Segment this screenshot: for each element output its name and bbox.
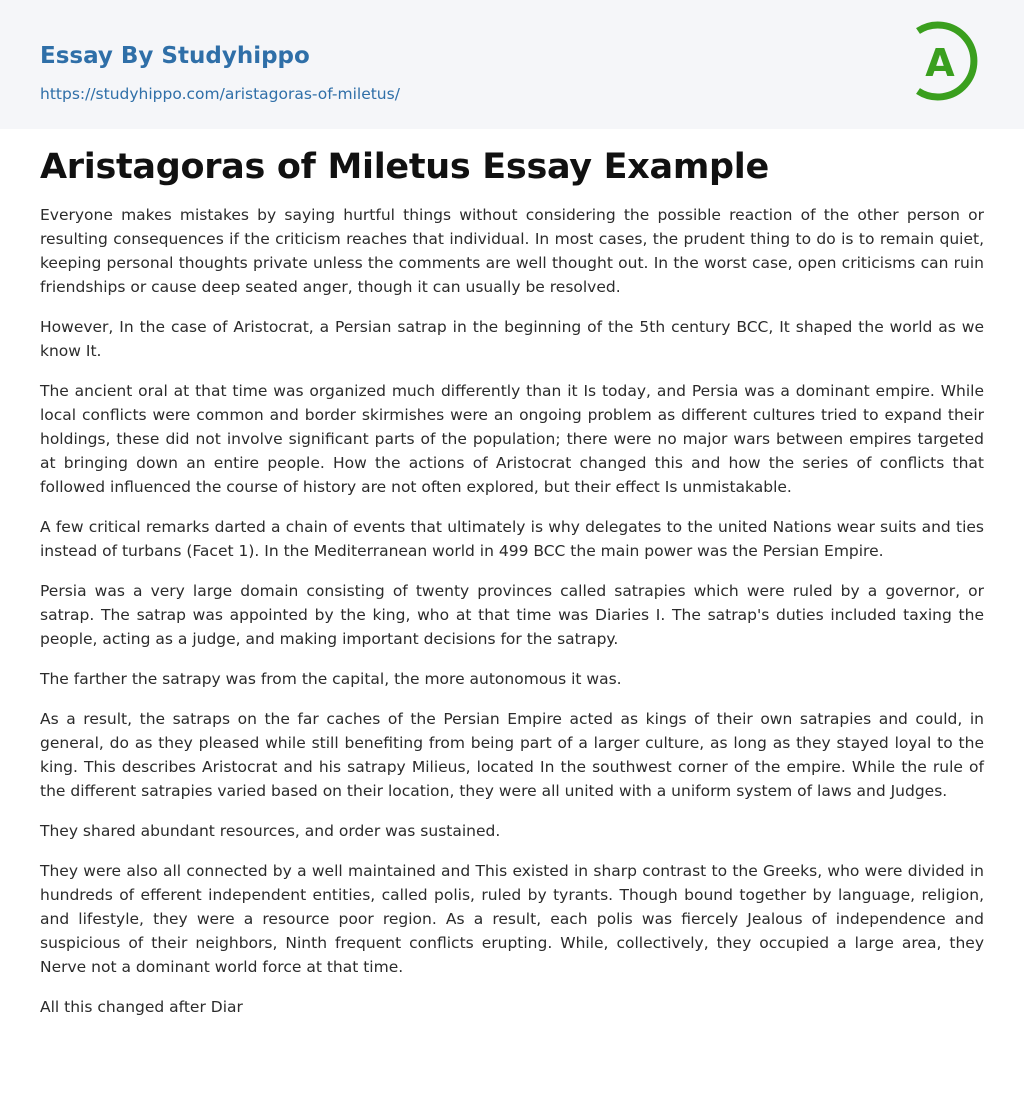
paragraph: They shared abundant resources, and order was sustained. bbox=[40, 822, 501, 840]
paragraph: The ancient oral at that time was organized much differently than it Is today, and Persia was a dominant empire. While local conflicts were common and border skirmishes were an ongoing problem as different cultures tried to expand their holdings, these did not involve significant parts of the population; there were no major wars between empires targeted at bringing down an entire people. How the actions of Aristocrat changed this and how the series of conflicts that followed influenced the course of history are not often explored, but their effect Is unmistakable. bbox=[40, 382, 984, 496]
site-header bbox=[0, 0, 1024, 129]
paragraph: A few critical remarks darted a chain of events that ultimately is why delegates to the united Nations wear suits and ties instead of turbans (Facet 1). In the Mediterranean world in 499 BCC the main power was the Persian Empire. bbox=[40, 518, 984, 560]
source-url-link[interactable]: https://studyhippo.com/aristagoras-of-miletus/ bbox=[40, 85, 400, 103]
paragraph: The farther the satrapy was from the capital, the more autonomous it was. bbox=[40, 670, 622, 688]
article bbox=[40, 141, 984, 1035]
brand-title[interactable]: Essay By Studyhippo bbox=[40, 43, 310, 69]
paragraph: All this changed after Diar bbox=[40, 998, 243, 1016]
logo-letter: A bbox=[925, 41, 955, 85]
article-body bbox=[40, 203, 984, 1019]
paragraph: However, In the case of Aristocrat, a Persian satrap in the beginning of the 5th century BCC, It shaped the world as we know It. bbox=[40, 318, 984, 360]
studyhippo-logo[interactable] bbox=[912, 19, 986, 105]
paragraph: As a result, the satraps on the far caches of the Persian Empire acted as kings of their own satrapies and could, in general, do as they pleased while still benefiting from being part of a larger culture, as long as they stayed loyal to the king. This describes Aristocrat and his satrapy Milieus, located In the southwest corner of the empire. While the rule of the different satrapies varied based on their location, they were all united with a uniform system of laws and Judges. bbox=[40, 710, 984, 800]
logo-icon bbox=[912, 19, 986, 105]
paragraph: Persia was a very large domain consisting of twenty provinces called satrapies which were ruled by a governor, or satrap. The satrap was appointed by the king, who at that time was Diaries I. The satrap's duties included taxing the people, acting as a judge, and making important decisions for the satrapy. bbox=[40, 582, 984, 648]
article-title: Aristagoras of Miletus Essay Example bbox=[40, 147, 769, 187]
paragraph: Everyone makes mistakes by saying hurtful things without considering the possible reaction of the other person or resulting consequences if the criticism reaches that individual. In most cases, the prudent thing to do is to remain quiet, keeping personal thoughts private unless the comments are well thought out. In the worst case, open criticisms can ruin friendships or cause deep seated anger, though it can usually be resolved. bbox=[40, 206, 984, 296]
paragraph: They were also all connected by a well maintained and This existed in sharp contrast to the Greeks, who were divided in hundreds of efferent independent entities, called polis, ruled by tyrants. Though bound together by language, religion, and lifestyle, they were a resource poor region. As a result, each polis was fiercely Jealous of independence and suspicious of their neighbors, Ninth frequent conflicts erupting. While, collectively, they occupied a large area, they Nerve not a dominant world force at that time. bbox=[40, 862, 984, 976]
